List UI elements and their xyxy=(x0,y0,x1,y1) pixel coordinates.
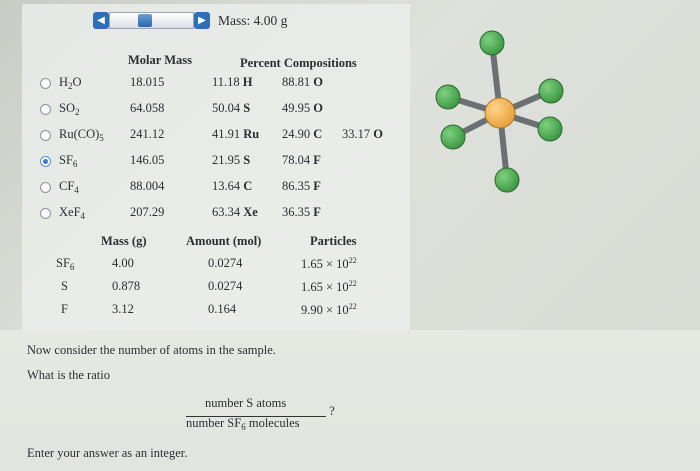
denominator-subscript: 6 xyxy=(241,422,246,432)
ratio-numerator: number S atoms xyxy=(205,396,287,410)
result-particles: $9.90 \times 10^{22}$ xyxy=(301,302,357,317)
compound-formula[interactable]: XeF$_4$ xyxy=(59,205,86,221)
fluorine-atom xyxy=(441,125,465,149)
compound-radio[interactable] xyxy=(40,182,51,193)
molar-mass-value: 64.058 xyxy=(130,101,165,115)
question-mark: ? xyxy=(329,403,335,418)
mass-slider-thumb[interactable] xyxy=(138,14,152,27)
molar-mass-header: Molar Mass xyxy=(128,53,192,67)
compound-formula[interactable]: $SO_2$ xyxy=(59,101,80,117)
percent-composition-value: 41.91 Ru xyxy=(212,127,260,141)
answer-instruction: Enter your answer as an integer. xyxy=(27,446,188,460)
compound-radio[interactable] xyxy=(40,78,51,89)
question-line-2: What is the ratio xyxy=(27,368,110,382)
result-amount: 0.164 xyxy=(208,302,237,316)
sulfur-atom xyxy=(485,98,515,128)
molar-mass-value: 207.29 xyxy=(130,205,165,219)
result-mass: 4.00 xyxy=(112,256,134,270)
mass-label: Mass: 4.00 g xyxy=(218,13,288,28)
percent-composition-value: 11.18 H xyxy=(212,75,253,89)
mass-header: Mass (g) xyxy=(101,234,147,248)
particles-header: Particles xyxy=(310,234,357,248)
percent-composition-value: 88.81 O xyxy=(282,75,323,89)
molar-mass-value: 146.05 xyxy=(130,153,165,167)
percent-composition-value: 86.35 F xyxy=(282,179,321,193)
result-amount: 0.0274 xyxy=(208,256,243,270)
percent-composition-value: 24.90 C xyxy=(282,127,323,141)
question-line-1: Now consider the number of atoms in the sample. xyxy=(27,343,276,357)
result-particles: $1.65 \times 10^{22}$ xyxy=(301,256,357,271)
fluorine-atom xyxy=(436,85,460,109)
percent-composition-value: 21.95 S xyxy=(212,153,251,167)
mass-increase-button[interactable]: ▶ xyxy=(194,12,210,29)
result-row-label: $SF_6$ xyxy=(56,256,75,272)
result-amount: 0.0274 xyxy=(208,279,243,293)
molar-mass-value: 18.015 xyxy=(130,75,165,89)
mass-slider[interactable] xyxy=(109,12,194,29)
fluorine-atom xyxy=(538,117,562,141)
molar-mass-value: 88.004 xyxy=(130,179,165,193)
compound-radio[interactable] xyxy=(40,156,51,167)
percent-composition-value: 78.04 F xyxy=(282,153,321,167)
fluorine-atom xyxy=(539,79,563,103)
result-row-label: S xyxy=(61,279,68,293)
compound-radio[interactable] xyxy=(40,130,51,141)
compound-formula[interactable]: $H_2O$ xyxy=(59,75,82,91)
percent-composition-value: 50.04 S xyxy=(212,101,251,115)
compound-radio[interactable] xyxy=(40,208,51,219)
denominator-suffix: molecules xyxy=(245,416,300,430)
compound-radio[interactable] xyxy=(40,104,51,115)
sf6-molecule-model xyxy=(430,25,570,195)
percent-composition-value: 49.95 O xyxy=(282,101,323,115)
compound-formula[interactable]: $CF_4$ xyxy=(59,179,79,195)
denominator-text: number SF xyxy=(186,416,242,430)
compound-formula[interactable]: $SF_6$ xyxy=(59,153,78,169)
fluorine-atom xyxy=(495,168,519,192)
percent-compositions-header: Percent Compositions xyxy=(240,56,357,70)
amount-header: Amount (mol) xyxy=(186,234,262,248)
result-mass: 3.12 xyxy=(112,302,134,316)
ratio-denominator xyxy=(186,416,300,432)
percent-composition-value: 33.17 O xyxy=(342,127,383,141)
compound-formula[interactable]: $Ru(CO)_5$ xyxy=(59,127,104,143)
fluorine-atom xyxy=(480,31,504,55)
percent-composition-value: 63.34 Xe xyxy=(212,205,258,219)
percent-composition-value: 13.64 C xyxy=(212,179,253,193)
mass-decrease-button[interactable]: ◀ xyxy=(93,12,109,29)
result-particles: $1.65 \times 10^{22}$ xyxy=(301,279,357,294)
percent-composition-value: 36.35 F xyxy=(282,205,321,219)
molar-mass-value: 241.12 xyxy=(130,127,165,141)
result-mass: 0.878 xyxy=(112,279,141,293)
result-row-label: F xyxy=(61,302,68,316)
molecule-atoms xyxy=(436,31,563,192)
